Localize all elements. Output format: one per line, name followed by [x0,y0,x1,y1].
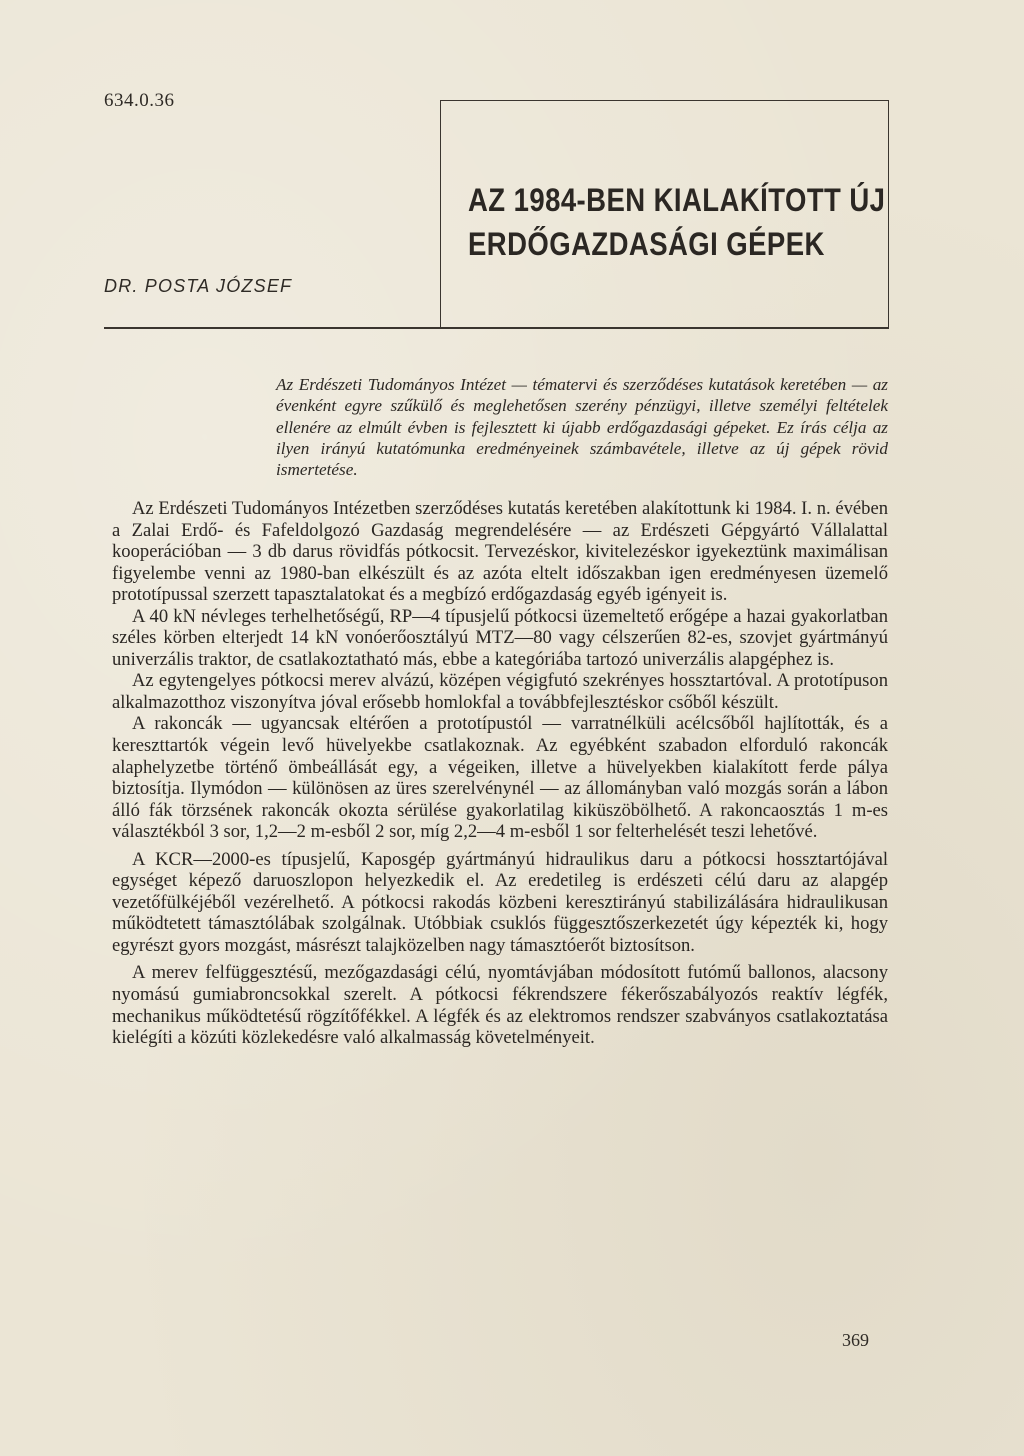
page-number: 369 [842,1330,869,1350]
abstract: Az Erdészeti Tudományos Intézet — tématervi és szerződéses kutatások keretében — az évenként egyre szűkülő és meglehetősen szerény pénzügyi, illetve személyi feltételek ellenére az elmúlt évben is fejlesztett ki újabb erdőgazdasági gépeket. Ez írás célja az ilyen irányú kutatómunka eredményeinek számbavétele, illetve az új gépek rövid ismertetése. [276,375,888,479]
article-title-line-2: ERDŐGAZDASÁGI GÉPEK [468,226,825,262]
author-name: DR. POSTA JÓZSEF [104,276,293,296]
header-rule [104,327,888,329]
udc-classification: 634.0.36 [104,90,175,111]
article-title-line-1: AZ 1984-BEN KIALAKÍTOTT ÚJ [468,182,886,218]
body-paragraph-1: Az Erdészeti Tudományos Intézetben szerződéses kutatás keretében alakítottunk ki 1984. I. n. évében a Zalai Erdő- és Fafeldolgozó Gazdaság megrendelésére — az Erdészeti Gépgyártó Vállalattal kooperációban — 3 db darus rövidfás pótkocsit. Tervezéskor, kivitelezéskor igyekeztünk maximálisan figyelembe venni az 1980-ban elkészült és az azóta eltelt időszakban igen eredményesen üzemelő prototípussal szerzett tapasztalatokat és a megbízó erdőgazdaság egyéb igényeit is. [112,498,888,606]
body-paragraph-4: A rakoncák — ugyancsak eltérően a prototípustól — varratnélküli acélcsőből hajlították, és a kereszttartók végein levő hüvelyekbe csatlakoznak. Az egyébként szabadon elforduló rakoncák alaphelyzetbe történő ömbeállását egy, a végeiken, illetve a hüvelyekben kialakított ferde pálya biztosítja. Ilymódon — különösen az üres szerelvénynél — az állományban való mozgás során a lábon álló fák törzsének rakoncák okozta sérülése gyakorlatilag kiküszöbölhető. A rakoncaosztás 1 m-es választékból 3 sor, 1,2—2 m-esből 2 sor, míg 2,2—4 m-esből 1 sor felterhelését teszi lehetővé. [112,713,888,843]
title-frame-divider [440,101,441,329]
body-paragraph-6: A merev felfüggesztésű, mezőgazdasági célú, nyomtávjában módosított futómű ballonos, alacsony nyomású gumiabroncsokkal szerelt. A pótkocsi fékrendszere fékerőszabályozós reaktív légfék, mechanikus működtetésű rögzítőfékkel. A légfék és az elektromos rendszer szabványos csatlakoztatása kielégíti a közúti közlekedésre való alkalmasság követelményeit. [112,962,888,1049]
article-body [112,498,888,1049]
body-paragraph-2: A 40 kN névleges terhelhetőségű, RP—4 típusjelű pótkocsi üzemeltető erőgépe a hazai gyakorlatban széles körben elterjedt 14 kN vonóerőosztályú MTZ—80 vagy célszerűen 82-es, szovjet gyártmányú univerzális traktor, de csatlakoztatható más, ebbe a kategóriába tartozó univerzális alapgéphez is. [112,605,888,670]
article-title [468,178,886,266]
body-paragraph-5: A KCR—2000-es típusjelű, Kaposgép gyártmányú hidraulikus daru a pótkocsi hossztartójával egységet képező daruoszlopon helyezkedik el. Az eredetileg is erdészeti célú daru az alapgép vezetőfülkéjéből vezérelhető. A pótkocsi rakodás közbeni keresztirányú stabilizálására hidraulikusan működtetett támasztólábak szolgálnak. Utóbbiak csuklós függesztőszerkezetét úgy képezték ki, hogy egyrészt gyors mozgást, másrészt talajközelben nagy támasztóerőt biztosítson. [112,848,888,956]
body-paragraph-3: Az egytengelyes pótkocsi merev alvázú, középen végigfutó szekrényes hossztartóval. A prototípuson alkalmazotthoz viszonyítva jóval erősebb homlokfal a továbbfejlesztéskor csőből készült. [112,670,888,713]
